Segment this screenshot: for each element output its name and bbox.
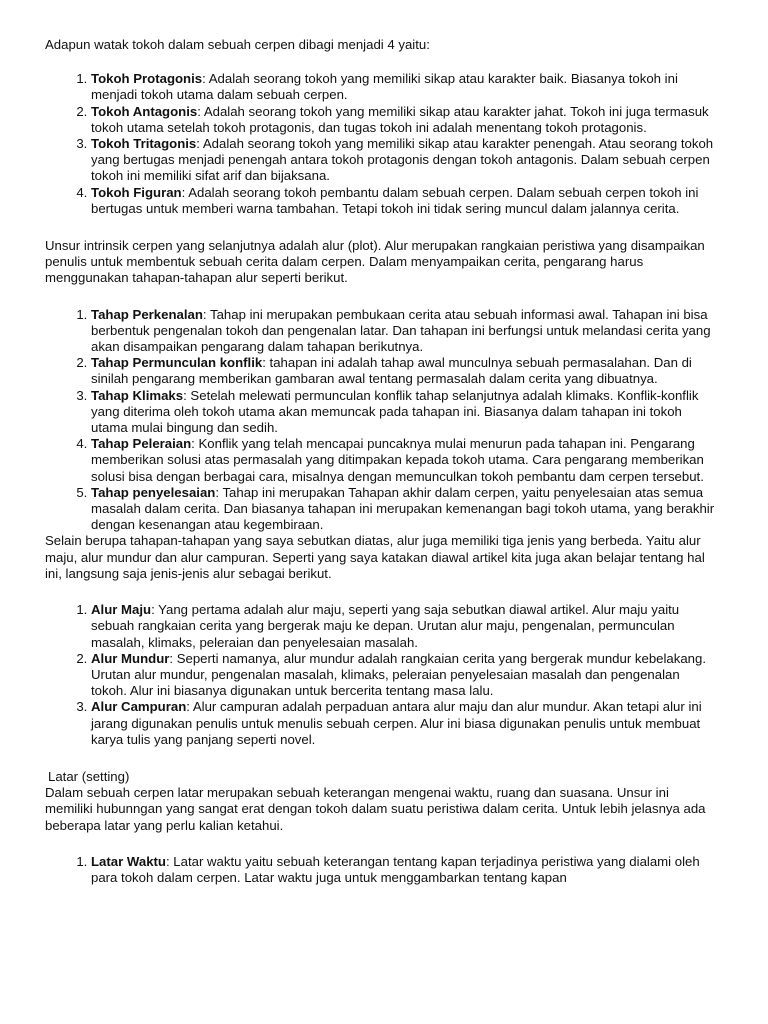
list-item — [91, 436, 718, 485]
list-item-term: Tokoh Figuran — [91, 184, 182, 200]
list-item-term: Latar Waktu — [91, 853, 166, 869]
watak-list — [45, 71, 718, 217]
intro-jenis-paragraph: Selain berupa tahapan-tahapan yang saya sebutkan diatas, alur juga memiliki tiga jenis yang berbeda. Yaitu alur maju, alur mundur dan alur campuran. Seperti yang saya katakan diawal artikel kita juga akan belajar tentang hal ini, langsung saja jenis-jenis alur sebagai berikut. — [45, 533, 705, 581]
list-item-desc: : Latar waktu yaitu sebuah keterangan tentang kapan terjadinya peristiwa yang dialami oleh para tokoh dalam cerpen. Latar waktu juga untuk menggambarkan tentang kapan — [91, 853, 700, 885]
list-item — [91, 602, 718, 651]
list-item-desc: : Adalah seorang tokoh yang memiliki sikap atau karakter jahat. Tokoh ini juga termasuk tokoh utama setelah tokoh protagonis, dan tugas tokoh ini adalah menentang tokoh protagonis. — [91, 103, 709, 135]
list-item-desc: : Seperti namanya, alur mundur adalah rangkaian cerita yang bergerak mundur kebelakang. Urutan alur mundur, pengenalan masalah, klimaks, peleraian penyelesaian masalah dan pengenalan tokoh. Alur ini biasanya digunakan untuk bercerita tentang masa lalu. — [91, 650, 707, 699]
list-item-desc: : Adalah seorang tokoh pembantu dalam sebuah cerpen. Dalam sebuah cerpen tokoh ini bertugas untuk memberi warna tambahan. Tetapi tokoh ini tidak sering muncul dalam jalannya cerita. — [91, 184, 699, 216]
list-item — [91, 71, 718, 103]
list-item-desc: : Setelah melewati permunculan konflik tahap selanjutnya adalah klimaks. Konflik-konflik yang diterima oleh tokoh utama akan memuncak pada tahapan ini. Biasanya dalam tahapan ini tokoh utama mulai bingung dan sedih. — [91, 387, 699, 436]
intro-alur-paragraph: Unsur intrinsik cerpen yang selanjutnya adalah alur (plot). Alur merupakan rangkaian peristiwa yang disampaikan penulis untuk membentuk sebuah cerita dalam cerpen. Dalam menyampaikan cerita, pengarang harus menggunakan tahapan-tahapan alur seperti berikut. — [45, 238, 705, 286]
list-item — [91, 355, 718, 387]
list-item-desc: : Konflik yang telah mencapai puncaknya mulai menurun pada tahapan ini. Pengarang memberikan solusi atas permasalah yang ditimpakan kepada tokoh utama. Cara pengarang memberikan solusi bisa dengan berbagai cara, misalnya dengan memunculkan tokoh pembantu dam cerpen tersebut. — [91, 436, 704, 484]
list-item-desc: : Yang pertama adalah alur maju, seperti yang saja sebutkan diawal artikel. Alur maju yaitu sebuah rangkaian cerita yang bergerak maju ke depan. Urutan alur maju, pengenalan, permunculan masalah, klimaks, peleraian dan penyelesaian masalah. — [91, 602, 680, 650]
latar-list — [45, 854, 718, 886]
tahap-list — [45, 307, 718, 534]
list-item-term: Tokoh Tritagonis — [91, 136, 197, 152]
list-item — [91, 388, 718, 437]
list-item-term: Tokoh Antagonis — [91, 103, 198, 119]
list-item — [91, 307, 718, 356]
list-item-term: Tahap Klimaks — [91, 387, 184, 403]
latar-heading: Latar (setting) — [48, 768, 130, 784]
list-item-term: Tahap penyelesaian — [91, 484, 216, 500]
list-item-desc: : Adalah seorang tokoh yang memiliki sikap atau karakter baik. Biasanya tokoh ini menjadi tokoh utama dalam sebuah cerpen. — [91, 71, 678, 103]
intro-watak-paragraph: Adapun watak tokoh dalam sebuah cerpen dibagi menjadi 4 yaitu: — [45, 37, 430, 52]
intro-latar-paragraph: Dalam sebuah cerpen latar merupakan sebuah keterangan mengenai waktu, ruang dan suasana. Unsur ini memiliki hubunngan yang sangat erat dengan tokoh dalam suatu peristiwa dalam cerita. Untuk lebih jelasnya ada beberapa latar yang perlu kalian ketahui. — [45, 785, 706, 833]
list-item-term: Tahap Permunculan konflik — [91, 355, 263, 371]
jenis-alur-list — [45, 602, 718, 748]
list-item-term: Tokoh Protagonis — [91, 71, 203, 87]
list-item — [91, 185, 718, 217]
list-item — [91, 104, 718, 136]
list-item — [91, 651, 718, 700]
list-item-term: Tahap Perkenalan — [91, 306, 203, 322]
list-item-term: Alur Maju — [91, 602, 152, 618]
list-item — [91, 699, 718, 748]
list-item — [91, 854, 718, 886]
list-item-term: Alur Campuran — [91, 699, 187, 715]
list-item — [91, 136, 718, 185]
list-item-term: Alur Mundur — [91, 650, 170, 666]
list-item-desc: : Adalah seorang tokoh yang memiliki sikap atau karakter penengah. Atau seorang tokoh yang bertugas menjadi penengah antara tokoh protagonis dengan tokoh antagonis. Dalam sebuah cerpen tokoh ini memiliki sifat arif dan bijaksana. — [91, 136, 714, 184]
list-item — [91, 485, 718, 534]
list-item-desc: : Alur campuran adalah perpaduan antara alur maju dan alur mundur. Akan tetapi alur ini jarang digunakan penulis untuk menulis sebuah cerpen. Alur ini biasa digunakan penulis untuk membuat karya tulis yang panjang seperti novel. — [91, 699, 702, 747]
list-item-desc: : Tahap ini merupakan pembukaan cerita atau sebuah informasi awal. Tahapan ini bisa berbentuk pengenalan tokoh dan pengenalan latar. Dan tahapan ini berfungsi untuk melandasi cerita yang akan disampaikan pengarang dalam tahapan berikutnya. — [91, 306, 711, 355]
list-item-term: Tahap Peleraian — [91, 436, 192, 452]
list-item-desc: : Tahap ini merupakan Tahapan akhir dalam cerpen, yaitu penyelesaian atas semua masalah dalam cerita. Dan biasanya tahapan ini merupakan kemenangan bagi tokoh utama, yang berakhir dengan kesenangan atau kegembiraan. — [91, 484, 715, 533]
list-item-desc: : tahapan ini adalah tahap awal munculnya sebuah permasalahan. Dan di sinilah pengarang memberikan gambaran awal tentang permasalah dalam cerita yang dibuatnya. — [91, 355, 692, 387]
